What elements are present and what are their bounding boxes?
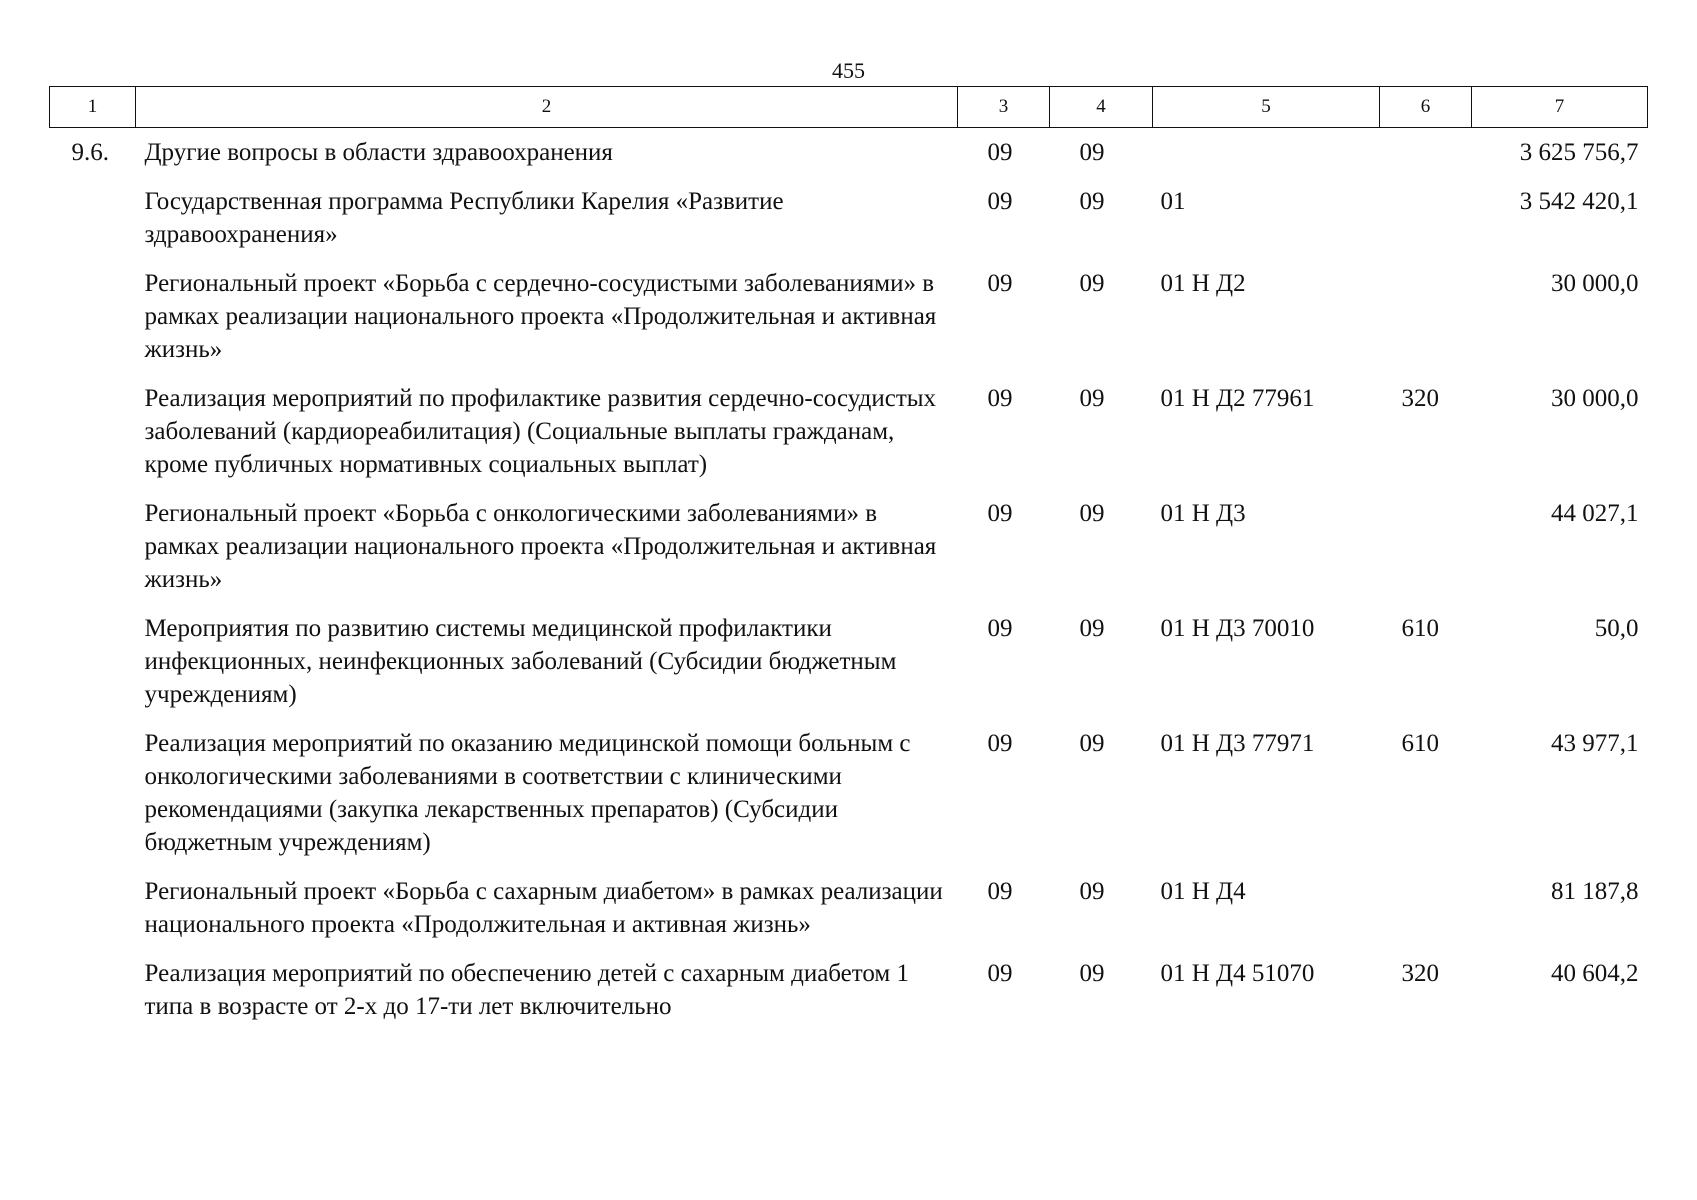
table-header (50, 87, 1648, 128)
row-amount: 50,0 (1594, 615, 1639, 642)
row-name: Региональный проект «Борьба с онкологическими заболеваниями» в рамках реализации национального проекта «Продолжительная и активная жизнь» (144, 500, 937, 593)
row-section: 09 (987, 385, 1013, 412)
table-row (50, 602, 1648, 717)
table-row (50, 175, 1648, 257)
header-col-5: 5 (1153, 87, 1380, 128)
row-expense-type: 320 (1401, 960, 1439, 987)
header-col-3: 3 (958, 87, 1050, 128)
row-expense-type (1380, 487, 1472, 602)
table-row (50, 487, 1648, 602)
row-amount: 44 027,1 (1551, 500, 1639, 527)
row-amount: 3 542 420,1 (1519, 188, 1639, 215)
row-expense-type (1380, 257, 1472, 372)
row-target-code: 01 Н Д3 77971 (1160, 730, 1315, 757)
row-section: 09 (987, 878, 1013, 905)
row-subsection: 09 (1079, 500, 1105, 527)
row-name: Мероприятия по развитию системы медицинской профилактики инфекционных, неинфекционных заболеваний (Субсидии бюджетным учреждениям) (144, 615, 897, 708)
row-section: 09 (987, 615, 1013, 642)
row-name: Другие вопросы в области здравоохранения (144, 139, 613, 166)
row-target-code: 01 Н Д3 (1160, 500, 1246, 527)
row-name: Региональный проект «Борьба с сердечно-сосудистыми заболеваниями» в рамках реализации национального проекта «Продолжительная и активная жизнь» (144, 270, 937, 363)
row-amount: 3 625 756,7 (1519, 139, 1639, 166)
row-number (50, 602, 136, 717)
row-name: Региональный проект «Борьба с сахарным диабетом» в рамках реализации национального проекта «Продолжительная и активная жизнь» (144, 878, 943, 938)
table-row (50, 128, 1648, 176)
row-expense-type: 610 (1401, 730, 1439, 757)
row-section: 09 (987, 188, 1013, 215)
row-number: 9.6. (71, 139, 109, 166)
row-name: Государственная программа Республики Карелия «Развитие здравоохранения» (144, 188, 784, 248)
row-section: 09 (987, 960, 1013, 987)
row-expense-type (1380, 865, 1472, 947)
row-number (50, 372, 136, 487)
table-row (50, 372, 1648, 487)
row-subsection: 09 (1079, 270, 1105, 297)
row-target-code: 01 Н Д2 (1160, 270, 1246, 297)
row-subsection: 09 (1079, 139, 1105, 166)
row-section: 09 (987, 270, 1013, 297)
row-expense-type (1380, 128, 1472, 176)
header-col-1: 1 (50, 87, 136, 128)
table-row (50, 257, 1648, 372)
row-number (50, 717, 136, 865)
row-target-code: 01 Н Д2 77961 (1160, 385, 1315, 412)
row-section: 09 (987, 730, 1013, 757)
row-number (50, 257, 136, 372)
row-target-code (1153, 128, 1380, 176)
page-number: 455 (832, 58, 865, 83)
row-subsection: 09 (1079, 878, 1105, 905)
row-amount: 30 000,0 (1551, 385, 1639, 412)
row-number (50, 175, 136, 257)
row-expense-type: 610 (1401, 615, 1439, 642)
row-expense-type: 320 (1401, 385, 1439, 412)
table-row (50, 947, 1648, 1029)
row-amount: 30 000,0 (1551, 270, 1639, 297)
row-target-code: 01 Н Д4 (1160, 878, 1246, 905)
row-number (50, 947, 136, 1029)
row-subsection: 09 (1079, 960, 1105, 987)
row-name: Реализация мероприятий по оказанию медицинской помощи больным с онкологическими заболеваниями в соответствии с клиническими рекомендациями (закупка лекарственных препаратов) (Субсидии бюджетным учреждениям) (144, 730, 911, 856)
row-section: 09 (987, 500, 1013, 527)
row-subsection: 09 (1079, 730, 1105, 757)
table-row (50, 865, 1648, 947)
row-section: 09 (987, 139, 1013, 166)
row-amount: 81 187,8 (1551, 878, 1639, 905)
header-col-2: 2 (136, 87, 958, 128)
row-subsection: 09 (1079, 385, 1105, 412)
table-row (50, 717, 1648, 865)
header-col-4: 4 (1050, 87, 1153, 128)
row-target-code: 01 (1160, 188, 1186, 215)
budget-table (49, 86, 1648, 1029)
row-expense-type (1380, 175, 1472, 257)
table-body (50, 128, 1648, 1030)
header-col-6: 6 (1380, 87, 1472, 128)
row-target-code: 01 Н Д3 70010 (1160, 615, 1315, 642)
row-number (50, 865, 136, 947)
header-col-7: 7 (1472, 87, 1648, 128)
row-number (50, 487, 136, 602)
row-subsection: 09 (1079, 188, 1105, 215)
row-subsection: 09 (1079, 615, 1105, 642)
row-name: Реализация мероприятий по обеспечению детей с сахарным диабетом 1 типа в возрасте от 2-х до 17-ти лет включительно (144, 960, 909, 1020)
row-amount: 40 604,2 (1551, 960, 1639, 987)
row-amount: 43 977,1 (1551, 730, 1639, 757)
row-target-code: 01 Н Д4 51070 (1160, 960, 1315, 987)
row-name: Реализация мероприятий по профилактике развития сердечно-сосудистых заболеваний (кардиореабилитация) (Социальные выплаты гражданам, кроме публичных нормативных социальных выплат) (144, 385, 937, 478)
